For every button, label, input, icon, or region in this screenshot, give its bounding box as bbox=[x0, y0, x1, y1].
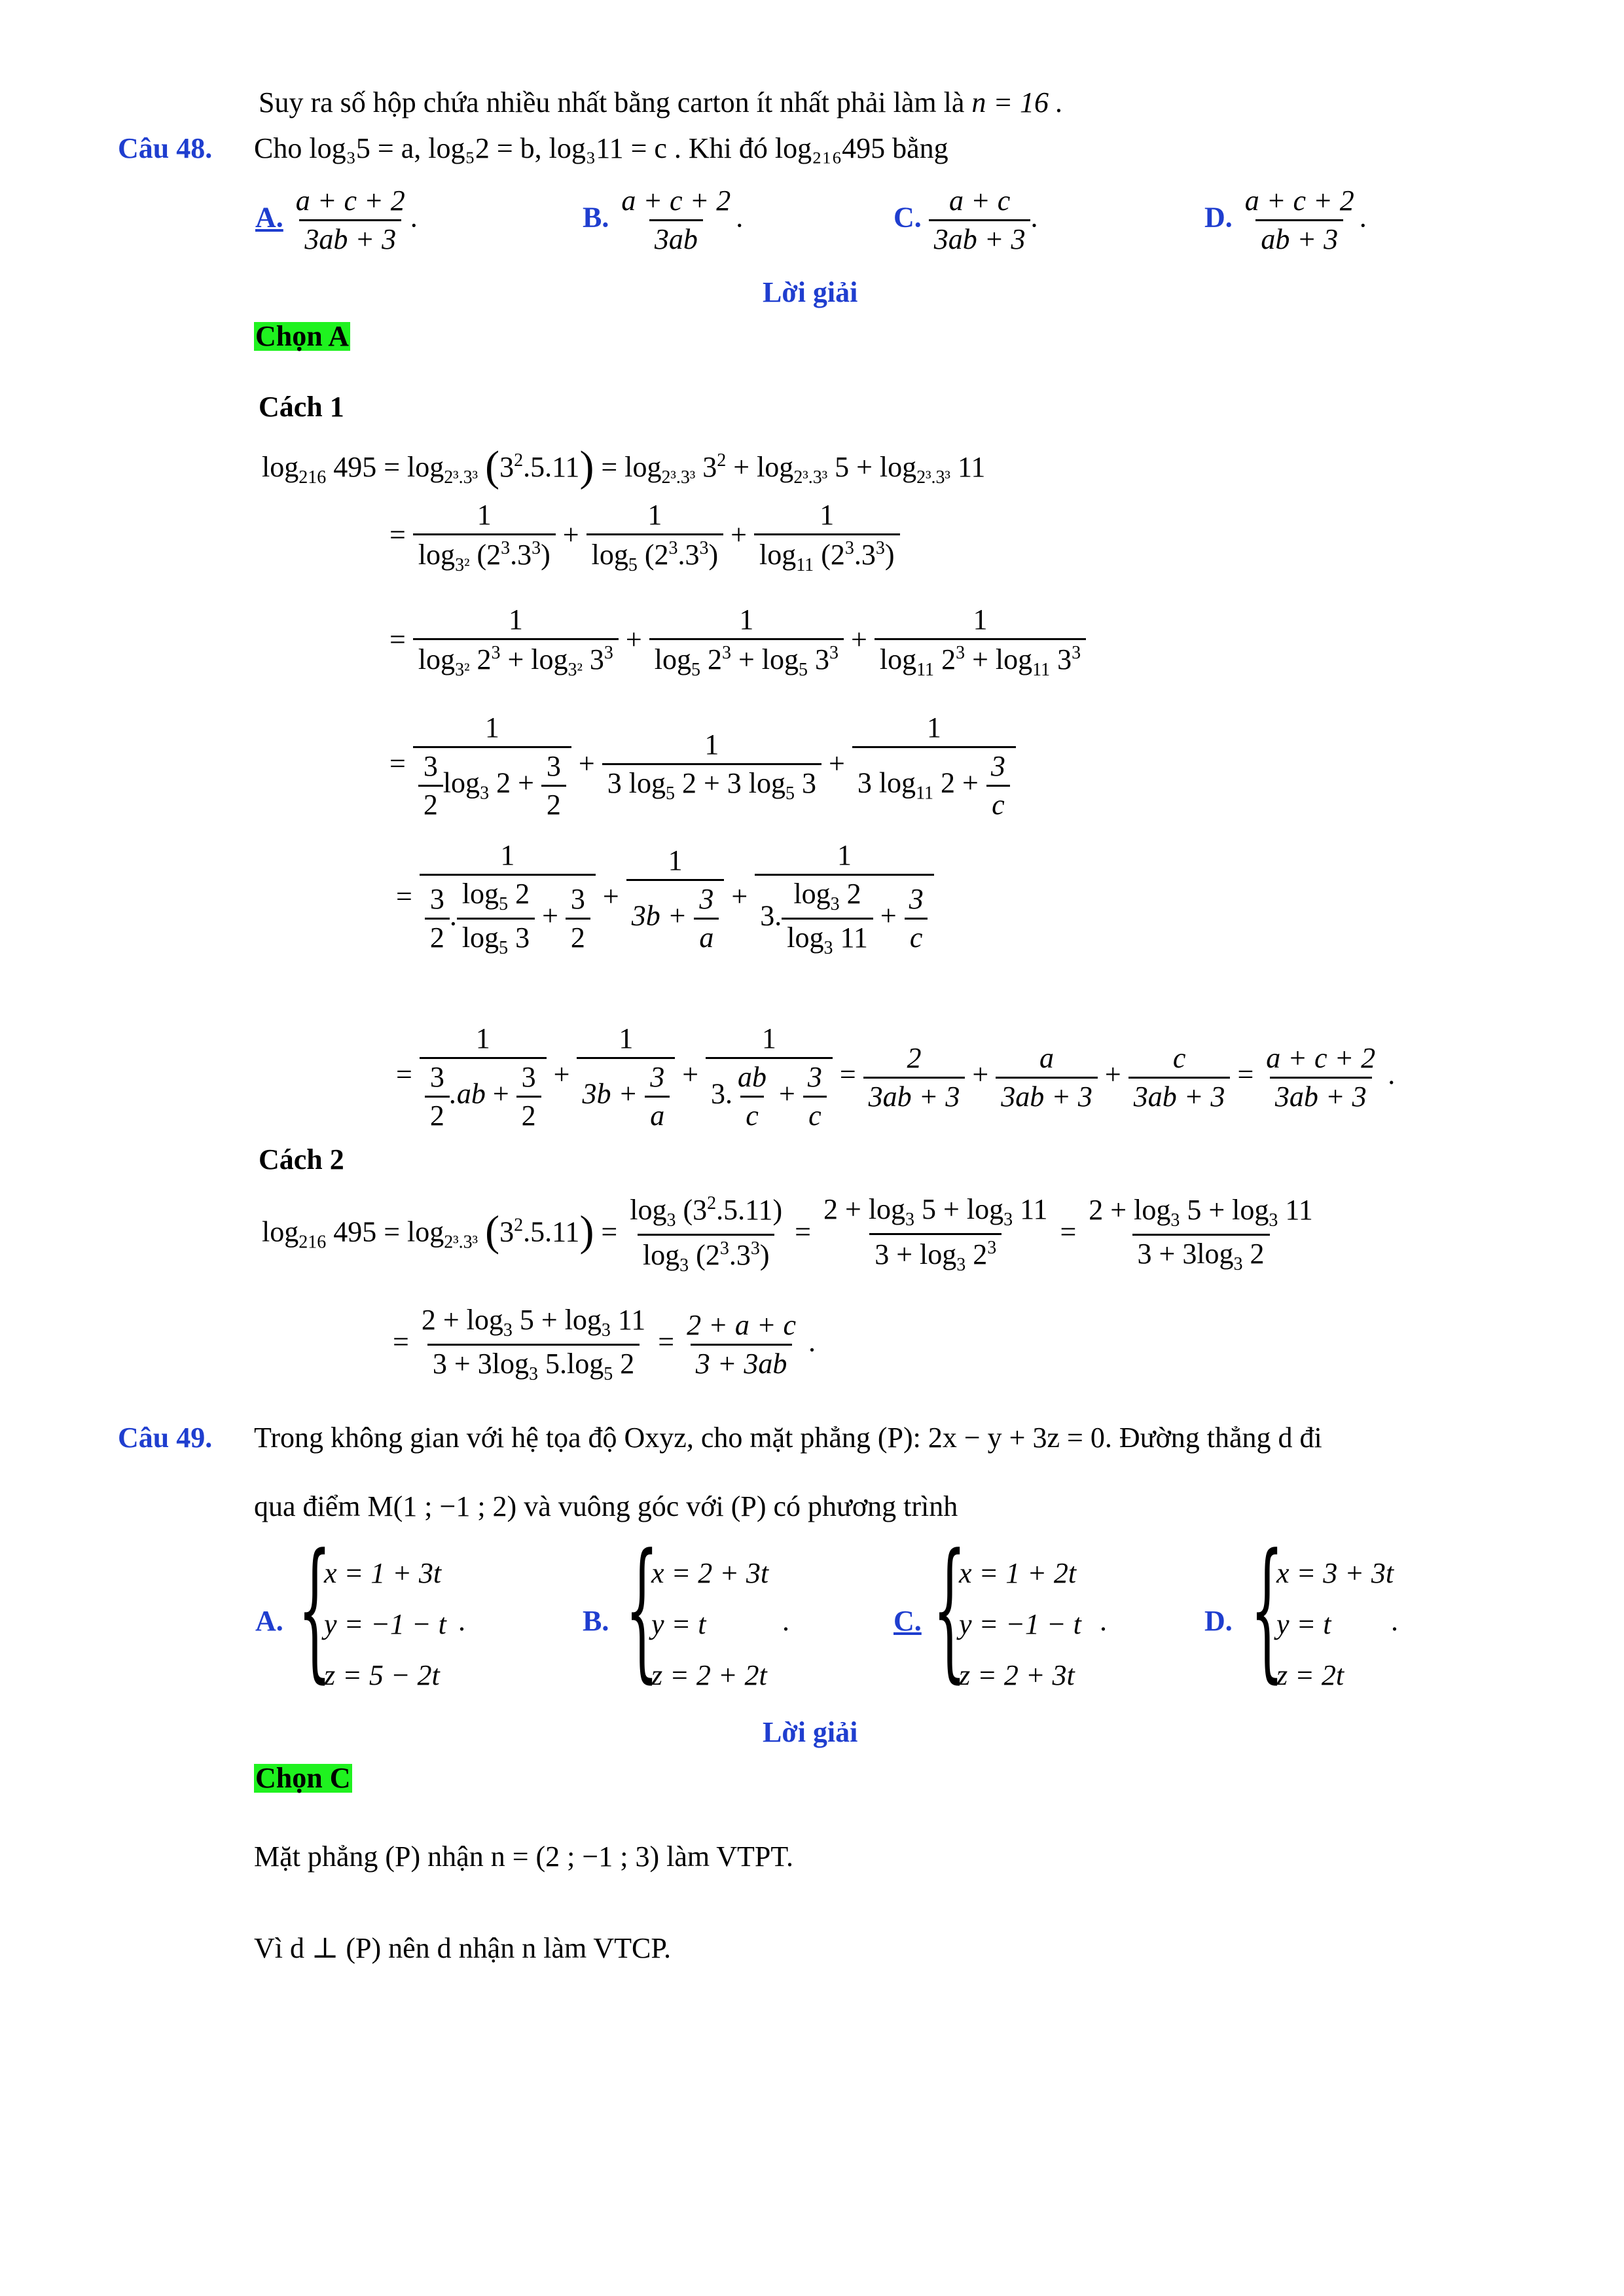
numerator: a + c + 2 bbox=[295, 185, 405, 217]
q49-option-d-system[interactable] bbox=[1276, 1548, 1394, 1701]
equation-y: y = t bbox=[651, 1608, 706, 1640]
q49-option-a-label[interactable]: A. bbox=[255, 1605, 283, 1637]
brace-icon: { bbox=[298, 1522, 332, 1697]
q49-option-c-label[interactable]: C. bbox=[893, 1605, 922, 1637]
period: . bbox=[782, 1605, 789, 1637]
denominator: ab + 3 bbox=[1255, 219, 1343, 254]
equation-z: z = 5 − 2t bbox=[324, 1659, 440, 1691]
option-fraction bbox=[616, 187, 736, 254]
intro-text: Suy ra số hộp chứa nhiều nhất bằng carton ít nhất phải làm là bbox=[259, 86, 965, 118]
math-line-5: = 1 $\frac{3}{2}$ . $\frac{\log_5 2}{\log_5 3}$ + $\frac{3}{2}$ + 1 3b + $\frac{3}{a}$ + 1 3. $\frac{\log_3 2}{\log_3 11}$ + $\frac{3}{c}$ bbox=[396, 841, 934, 958]
intro-value: n = 16 . bbox=[971, 86, 1064, 118]
numerator: a + c + 2 bbox=[621, 185, 731, 217]
option-fraction bbox=[929, 187, 1031, 254]
equation-y: y = −1 − t bbox=[324, 1608, 446, 1640]
equation-x: x = 2 + 3t bbox=[651, 1557, 769, 1589]
equation-z: z = 2 + 2t bbox=[651, 1659, 767, 1691]
denominator: 3ab bbox=[649, 219, 703, 254]
denominator: 3ab + 3 bbox=[929, 219, 1031, 254]
numerator: a + c bbox=[949, 185, 1011, 217]
intro-line bbox=[259, 88, 1063, 117]
q48-option-d[interactable]: D. $\frac{a + c + 2}{ab + 3}$ . bbox=[1204, 185, 1367, 255]
q49-option-d-label[interactable]: D. bbox=[1204, 1605, 1233, 1637]
equation-z: z = 2t bbox=[1276, 1659, 1344, 1691]
method-1-title: Cách 1 bbox=[259, 391, 344, 423]
option-label: C. bbox=[893, 201, 922, 234]
math-line-8: = $\frac{2 + \log_3 5 + \log_3 11}{3 + 3\log_3 5.\log_5 2}$ = $\frac{2 + a + c}{3 + 3ab}$ . bbox=[393, 1304, 816, 1384]
q49-option-a-system[interactable] bbox=[324, 1548, 446, 1701]
q48-option-b[interactable]: B. $\frac{a + c + 2}{3ab}$ . bbox=[583, 185, 744, 255]
option-label: B. bbox=[583, 201, 609, 234]
option-label: D. bbox=[1204, 201, 1233, 234]
q49-stem-1: Trong không gian với hệ tọa độ Oxyz, cho mặt phẳng (P): 2x − y + 3z = 0. Đường thẳng d đi bbox=[254, 1422, 1322, 1454]
q48-label: Câu 48. bbox=[118, 132, 213, 164]
period: . bbox=[458, 1605, 465, 1637]
brace-icon: { bbox=[1250, 1522, 1284, 1697]
option-fraction bbox=[291, 187, 410, 254]
q48-solution-title: Lời giải bbox=[763, 276, 858, 308]
equation-z: z = 2 + 3t bbox=[959, 1659, 1075, 1691]
math-line-7: $\log_{216} 495 = \log_{2^3.3^3} (3^2.5.11)$ = $\frac{\log_3 (3^2.5.11)}{\log_3 (2^3.3^3)}$ = $\frac{2 + \log_3 5 + \log_3 11}{3 + \log_3 2^3}$ = $\frac{2 + \log_3 5 + \log_3 11}{3 + 3\log_3 2}$ bbox=[262, 1193, 1313, 1276]
equation-x: x = 3 + 3t bbox=[1276, 1557, 1394, 1589]
q48-answer: Chọn A bbox=[255, 320, 350, 352]
equation-y: y = −1 − t bbox=[959, 1608, 1081, 1640]
period: . bbox=[1391, 1605, 1398, 1637]
method-2-title: Cách 2 bbox=[259, 1143, 344, 1175]
math-line-6: = 1 $\frac{3}{2}$ .ab + $\frac{3}{2}$ + 1 3b + $\frac{3}{a}$ + 1 3. $\frac{ab}{c}$ + $\frac{3}{c}$ = $\frac{2}{3ab + 3}$ + $\frac{a}{3ab + 3}$ + $\frac{c}{3ab + 3}$ = $\frac{a + c + 2}{3ab + 3}$ . bbox=[396, 1022, 1396, 1132]
q48-option-a[interactable]: A. $\frac{a + c + 2}{3ab + 3}$ . bbox=[255, 185, 418, 255]
brace-icon: { bbox=[625, 1522, 659, 1697]
q48-stem: Cho log₃5 = a, log₅2 = b, log₃11 = c . Khi đó log₂₁₆495 bằng bbox=[254, 132, 948, 164]
q49-option-b-label[interactable]: B. bbox=[583, 1605, 609, 1637]
q48-option-c[interactable]: C. $\frac{a + c}{3ab + 3}$ . bbox=[893, 185, 1038, 255]
equation-y: y = t bbox=[1276, 1608, 1331, 1640]
equation-x: x = 1 + 2t bbox=[959, 1557, 1077, 1589]
brace-icon: { bbox=[933, 1522, 967, 1697]
option-label: A. bbox=[255, 201, 283, 234]
q49-stem-2: qua điểm M(1 ; −1 ; 2) và vuông góc với (P) có phương trình bbox=[254, 1490, 958, 1522]
math-line-3: = $\frac{1}{\log_{3^2} 2^3 + \log_{3^2} 3^3}$ + $\frac{1}{\log_5 2^3 + \log_5 3^3}$ + $\frac{1}{\log_{11} 2^3 + \log_{11} 3^3}$ bbox=[389, 605, 1086, 679]
numerator: a + c + 2 bbox=[1244, 185, 1354, 217]
q49-answer: Chọn C bbox=[255, 1762, 351, 1794]
period: . bbox=[1100, 1605, 1107, 1637]
math-line-1: $\log_{216} 495 = \log_{2^3.3^3} (3^2.5.11) = \log_{2^3.3^3} 3^2 + \log_{2^3.3^3} 5 + \log_{2^3.3^3} 11$ bbox=[262, 442, 986, 490]
q49-solution-line-1: Mặt phẳng (P) nhận n = (2 ; −1 ; 3) làm VTPT. bbox=[254, 1840, 794, 1873]
equation-x: x = 1 + 3t bbox=[324, 1557, 442, 1589]
q49-label: Câu 49. bbox=[118, 1422, 213, 1454]
math-line-2: = $\frac{1}{\log_{3^2} (2^3.3^3)}$ + $\frac{1}{\log_5 (2^3.3^3)}$ + $\frac{1}{\log_{11} (2^3.3^3)}$ bbox=[389, 501, 900, 575]
math-line-4: = 1 $\frac{3}{2}$ $\log_3 2$ + $\frac{3}{2}$ + $\frac{1}{3 \log_5 2 + 3 \log_5 3}$ + 1 3 $\log_{11} 2$ + $\frac{3}{c}$ bbox=[389, 713, 1016, 819]
denominator: 3ab + 3 bbox=[299, 219, 401, 254]
q49-solution-title: Lời giải bbox=[763, 1716, 858, 1748]
q49-option-b-system[interactable] bbox=[651, 1548, 768, 1701]
option-fraction bbox=[1240, 187, 1360, 254]
q49-solution-line-2: Vì d ⊥ (P) nên d nhận n làm VTCP. bbox=[254, 1932, 671, 1964]
q49-option-c-system[interactable] bbox=[959, 1548, 1081, 1701]
